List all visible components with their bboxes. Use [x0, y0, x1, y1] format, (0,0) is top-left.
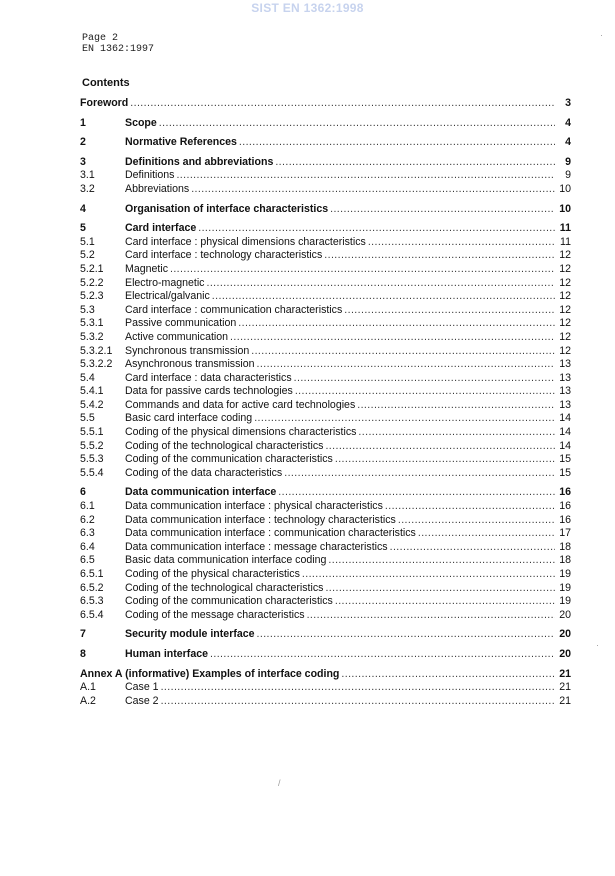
toc-entry-title: Electrical/galvanic [125, 290, 210, 303]
toc-entry-page: 10 [559, 182, 571, 195]
toc-entry-number: 6.5 [80, 554, 95, 567]
toc-entry-page: 3 [565, 97, 571, 109]
toc-entry-title: Human interface [125, 647, 209, 660]
toc-entry [80, 568, 571, 582]
toc-entry-number: 5 [80, 222, 86, 235]
toc-entry [80, 628, 571, 642]
toc-entry [80, 554, 571, 568]
dot-leader [284, 467, 555, 481]
toc-entry-number: 3.1 [80, 169, 95, 182]
toc-entry-title: Coding of the communication characteristics [125, 595, 333, 608]
toc-entry [80, 304, 571, 318]
toc-entry [80, 236, 571, 250]
toc-entry [80, 331, 571, 345]
toc-entry-number: 5.4 [80, 371, 95, 384]
toc-entry-title: Case 1 [125, 681, 159, 694]
toc-entry-number: 5.5.3 [80, 453, 104, 466]
dot-leader [324, 249, 555, 263]
toc-entry-title: Card interface [125, 222, 197, 235]
toc-entry-page: 12 [559, 262, 571, 275]
toc-entry [80, 169, 571, 183]
toc-entry-title: Data communication interface : technology characteristics [125, 513, 396, 526]
dot-leader [418, 527, 555, 541]
toc-entry [80, 345, 571, 359]
scan-mark: · [596, 640, 599, 650]
toc-entry-page: 12 [559, 317, 571, 330]
toc-entry [80, 486, 571, 500]
toc-entry [80, 183, 571, 197]
toc-entry [80, 372, 571, 386]
toc-entry-number: 5.5.4 [80, 466, 104, 479]
toc-entry-title: Coding of the physical characteristics [125, 568, 300, 580]
toc-entry-page: 14 [559, 439, 571, 452]
toc-entry-title: Magnetic [125, 262, 168, 275]
toc-entry-number: 3 [80, 155, 86, 168]
standard-id: EN 1362:1997 [82, 44, 155, 55]
toc-entry-page: 20 [559, 647, 571, 660]
toc-entry-title: Data communication interface : message characteristics [125, 540, 388, 553]
toc-entry-title: Foreword [80, 97, 129, 109]
toc-entry-title: Coding of the data characteristics [125, 466, 283, 479]
table-of-contents [80, 97, 571, 708]
toc-entry-number: 6.5.1 [80, 568, 104, 580]
toc-entry [80, 203, 571, 217]
toc-entry-page: 18 [559, 554, 571, 567]
toc-entry-page: 9 [565, 169, 571, 182]
toc-entry [80, 453, 571, 467]
toc-entry-title: Asynchronous transmission [125, 358, 255, 371]
toc-entry [80, 681, 571, 695]
toc-entry-page: 21 [559, 694, 571, 707]
toc-entry-page: 18 [559, 540, 571, 553]
toc-entry-page: 12 [559, 249, 571, 262]
toc-entry-title: Card interface : data characteristics [125, 371, 292, 384]
toc-entry-title: Basic data communication interface coding [125, 554, 327, 567]
toc-entry [80, 277, 571, 291]
dot-leader [341, 668, 555, 682]
toc-entry-title: Data communication interface [125, 486, 277, 499]
dot-leader [130, 97, 555, 111]
scan-mark: / [278, 778, 281, 788]
toc-entry-number: 8 [80, 647, 86, 660]
toc-entry-title: Coding of the communication characteristics [125, 453, 333, 466]
dot-leader [230, 331, 555, 345]
toc-entry-number: A.2 [80, 694, 96, 707]
toc-entry-page: 11 [560, 235, 571, 248]
toc-entry-number: 5.2.3 [80, 290, 104, 303]
toc-entry-page: 17 [559, 527, 571, 540]
toc-entry-title: Definitions [125, 169, 175, 182]
toc-entry-number: 5.2.1 [80, 262, 104, 275]
toc-entry-page: 13 [559, 358, 571, 371]
toc-entry [80, 541, 571, 555]
dot-leader [398, 514, 555, 528]
dot-leader [238, 317, 555, 331]
toc-entry-page: 13 [559, 398, 571, 411]
dot-leader [357, 399, 555, 413]
toc-entry-title: Data for passive cards technologies [125, 385, 293, 398]
toc-entry-title: Definitions and abbreviations [125, 155, 274, 168]
toc-entry-title: Commands and data for active card technologies [125, 398, 356, 411]
toc-entry-number: 5.5 [80, 412, 95, 425]
toc-entry-number: 2 [80, 136, 86, 149]
dot-leader [358, 426, 555, 440]
dot-leader [212, 290, 555, 304]
toc-entry-page: 9 [565, 155, 571, 168]
toc-entry-number: 5.2.2 [80, 276, 104, 289]
dot-leader [257, 358, 555, 372]
toc-entry-page: 12 [559, 303, 571, 316]
toc-entry-title: Synchronous transmission [125, 344, 250, 357]
dot-leader [206, 277, 555, 291]
toc-entry [80, 317, 571, 331]
dot-leader [294, 372, 555, 386]
dot-leader [161, 681, 555, 695]
toc-entry-page: 4 [565, 116, 571, 129]
watermark: SIST EN 1362:1998 [251, 1, 364, 15]
toc-entry-page: 12 [559, 290, 571, 303]
dot-leader [159, 117, 555, 131]
toc-entry [80, 263, 571, 277]
toc-entry-title: Security module interface [125, 628, 255, 641]
toc-entry [80, 582, 571, 596]
dot-leader [344, 304, 555, 318]
toc-entry [80, 467, 571, 481]
toc-entry-title: Electro-magnetic [125, 276, 205, 289]
toc-entry-number: 6 [80, 486, 86, 499]
toc-entry [80, 595, 571, 609]
toc-entry-page: 10 [559, 202, 571, 215]
dot-leader [295, 385, 555, 399]
toc-entry-page: 19 [559, 595, 571, 608]
toc-entry-number: 6.5.2 [80, 581, 104, 594]
toc-entry-title: Normative References [125, 136, 237, 149]
dot-leader [325, 440, 555, 454]
toc-entry [80, 97, 571, 111]
toc-entry-number: 3.2 [80, 182, 95, 195]
toc-entry-number: 5.3.2 [80, 330, 104, 343]
toc-entry-title: Card interface : communication characteristics [125, 303, 343, 316]
page-number: Page 2 [82, 33, 119, 44]
toc-entry-number: 6.4 [80, 540, 95, 553]
dot-leader [275, 156, 555, 170]
dot-leader [257, 628, 555, 642]
toc-entry [80, 527, 571, 541]
toc-entry-number: 6.3 [80, 527, 95, 540]
scan-mark: · [600, 30, 603, 40]
toc-entry-page: 12 [559, 276, 571, 289]
toc-entry [80, 500, 571, 514]
toc-entry-page: 16 [559, 500, 571, 513]
toc-entry-page: 14 [559, 426, 571, 439]
dot-leader [198, 222, 555, 236]
toc-entry-title: Organisation of interface characteristics [125, 202, 329, 215]
toc-entry-title: Data communication interface : communication characteristics [125, 527, 416, 540]
toc-entry [80, 648, 571, 662]
dot-leader [191, 183, 555, 197]
toc-entry [80, 412, 571, 426]
dot-leader [210, 648, 555, 662]
dot-leader [390, 541, 555, 555]
toc-entry-page: 16 [559, 486, 571, 499]
toc-entry [80, 222, 571, 236]
toc-entry-number: 1 [80, 116, 86, 129]
toc-entry-page: 21 [559, 681, 571, 694]
toc-entry-title: Card interface : technology characteristics [125, 249, 323, 262]
toc-entry-page: 11 [559, 222, 571, 235]
toc-entry [80, 358, 571, 372]
toc-entry-page: 14 [559, 412, 571, 425]
toc-entry-title: Coding of the technological characteristics [125, 439, 324, 452]
dot-leader [176, 169, 555, 183]
toc-entry [80, 440, 571, 454]
toc-entry-page: 13 [559, 371, 571, 384]
toc-entry-page: 20 [559, 608, 571, 621]
toc-entry-title: Active communication [125, 330, 229, 343]
dot-leader [161, 695, 555, 709]
toc-entry-number: 5.2 [80, 249, 95, 262]
toc-entry [80, 609, 571, 623]
dot-leader [239, 136, 555, 150]
toc-entry-number: 6.5.3 [80, 595, 104, 608]
dot-leader [251, 345, 555, 359]
toc-entry-page: 15 [559, 453, 571, 466]
toc-entry-title: Coding of the physical dimensions characteristics [125, 426, 357, 439]
toc-entry-title: Passive communication [125, 317, 237, 330]
toc-entry-number: 5.5.2 [80, 439, 104, 452]
dot-leader [335, 595, 555, 609]
toc-entry-number: 4 [80, 202, 86, 215]
toc-entry-page: 16 [559, 513, 571, 526]
toc-entry-title: Abbreviations [125, 182, 190, 195]
toc-entry [80, 695, 571, 709]
dot-leader [254, 412, 555, 426]
toc-entry-number: 6.1 [80, 500, 95, 513]
toc-entry-page: 4 [565, 136, 571, 149]
dot-leader [328, 554, 555, 568]
toc-entry-page: 12 [559, 344, 571, 357]
toc-entry-number: A.1 [80, 681, 96, 694]
toc-entry [80, 136, 571, 150]
toc-entry [80, 117, 571, 131]
toc-entry-number: 6.2 [80, 513, 95, 526]
toc-entry-page: 12 [559, 330, 571, 343]
toc-entry-page: 13 [559, 385, 571, 398]
toc-entry-title: Coding of the technological characteristics [125, 581, 324, 594]
toc-entry-page: 19 [559, 581, 571, 594]
toc-entry-page: 19 [559, 568, 571, 580]
dot-leader [307, 609, 555, 623]
toc-entry-number: 7 [80, 628, 86, 641]
contents-title: Contents [82, 77, 130, 89]
toc-entry [80, 514, 571, 528]
toc-entry [80, 290, 571, 304]
toc-entry-page: 15 [559, 466, 571, 479]
toc-entry [80, 426, 571, 440]
toc-entry-number: 5.3 [80, 303, 95, 316]
toc-entry-page: 20 [559, 628, 571, 641]
dot-leader [385, 500, 555, 514]
toc-entry-title: Scope [125, 116, 157, 129]
dot-leader [325, 582, 555, 596]
toc-entry-number: 5.3.1 [80, 317, 104, 330]
dot-leader [335, 453, 555, 467]
toc-entry [80, 399, 571, 413]
toc-entry-title: Basic card interface coding [125, 412, 253, 425]
toc-entry-title: Annex A (informative) Examples of interface coding [80, 667, 340, 680]
toc-entry [80, 249, 571, 263]
toc-entry-title: Case 2 [125, 694, 159, 707]
toc-entry [80, 385, 571, 399]
toc-entry [80, 668, 571, 682]
dot-leader [302, 568, 555, 582]
toc-entry-number: 5.4.2 [80, 398, 104, 411]
dot-leader [170, 263, 555, 277]
toc-entry-title: Card interface : physical dimensions characteristics [125, 235, 366, 248]
toc-entry-number: 5.3.2.1 [80, 344, 113, 357]
toc-entry-title: Coding of the message characteristics [125, 608, 305, 621]
toc-entry-title: Data communication interface : physical characteristics [125, 500, 383, 513]
page-header [82, 33, 154, 55]
dot-leader [368, 236, 555, 250]
toc-entry [80, 156, 571, 170]
toc-entry-number: 5.3.2.2 [80, 358, 113, 371]
dot-leader [330, 203, 555, 217]
toc-entry-number: 6.5.4 [80, 608, 104, 621]
toc-entry-number: 5.1 [80, 235, 95, 248]
toc-entry-page: 21 [559, 667, 571, 680]
dot-leader [278, 486, 555, 500]
toc-entry-number: 5.5.1 [80, 426, 104, 439]
toc-entry-number: 5.4.1 [80, 385, 104, 398]
